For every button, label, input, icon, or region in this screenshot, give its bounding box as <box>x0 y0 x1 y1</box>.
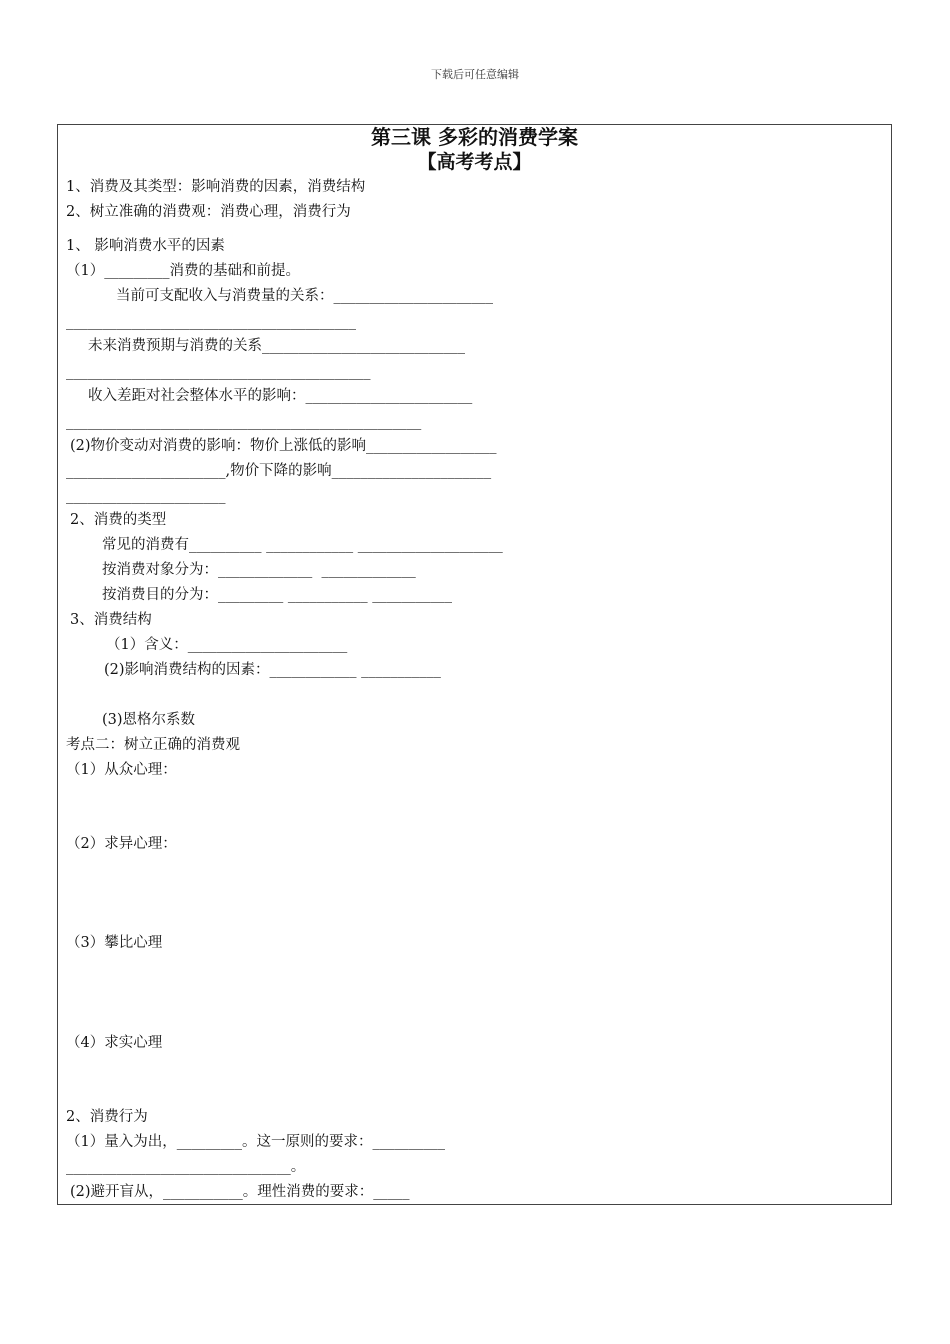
blank-line: _______________________________。 <box>66 1159 306 1175</box>
item-current-income: 当前可支配收入与消费量的关系：______________________ <box>116 288 493 304</box>
item-practical: （4）求实心理 <box>66 1035 163 1051</box>
page-title: 第三课 多彩的消费学案 <box>371 125 578 149</box>
item-price-change: (2)物价变动对消费的影响：物价上涨低的影响__________________ <box>70 438 497 454</box>
item-by-object: 按消费对象分为：_____________ _____________ <box>102 562 416 578</box>
heading-consumption-level: 1、 影响消费水平的因素 <box>66 238 225 254</box>
exam-point-2: 2、树立准确的消费观：消费心理，消费行为 <box>66 204 351 220</box>
exam-point-1: 1、消费及其类型：影响消费的因素，消费结构 <box>66 179 366 195</box>
section-subtitle: 【高考考点】 <box>417 151 532 173</box>
item-price-drop: ______________________,物价下降的影响______________________ <box>66 463 492 479</box>
item-avoid-blind-following: (2)避开盲从，___________。理性消费的要求：_____ <box>70 1184 410 1200</box>
blank-line: ______________________ <box>66 488 226 504</box>
heading-consumption-behavior: 2、消费行为 <box>66 1109 148 1125</box>
item-definition: （1）含义：______________________ <box>106 637 348 653</box>
blank-line: _________________________________________________ <box>66 414 422 430</box>
item-novelty-seeking: （2）求异心理： <box>66 836 177 852</box>
heading-consumption-view: 考点二：树立正确的消费观 <box>66 737 240 753</box>
item-live-within-means: （1）量入为出，_________。这一原则的要求：__________ <box>66 1134 445 1150</box>
item-future-expectation: 未来消费预期与消费的关系____________________________ <box>88 338 465 354</box>
header-note: 下载后可任意编辑 <box>431 68 519 81</box>
heading-consumption-structure: 3、消费结构 <box>70 612 152 628</box>
item-income-gap: 收入差距对社会整体水平的影响：_______________________ <box>88 388 473 404</box>
blank-line: ________________________________________ <box>66 314 356 330</box>
item-engel-coefficient: (3)恩格尔系数 <box>102 712 196 728</box>
item-by-purpose: 按消费目的分为：_________ ___________ ___________ <box>102 587 452 603</box>
heading-consumption-types: 2、消费的类型 <box>70 512 167 528</box>
blank-line: __________________________________________ <box>66 364 371 380</box>
item-income: （1）_________消费的基础和前提。 <box>66 263 300 279</box>
item-comparison: （3）攀比心理 <box>66 935 163 951</box>
item-common-types: 常见的消费有__________ ____________ ____________________ <box>102 537 503 553</box>
item-herd-mentality: （1）从众心理： <box>66 762 177 778</box>
item-structure-factors: (2)影响消费结构的因素：____________ ___________ <box>104 662 441 678</box>
